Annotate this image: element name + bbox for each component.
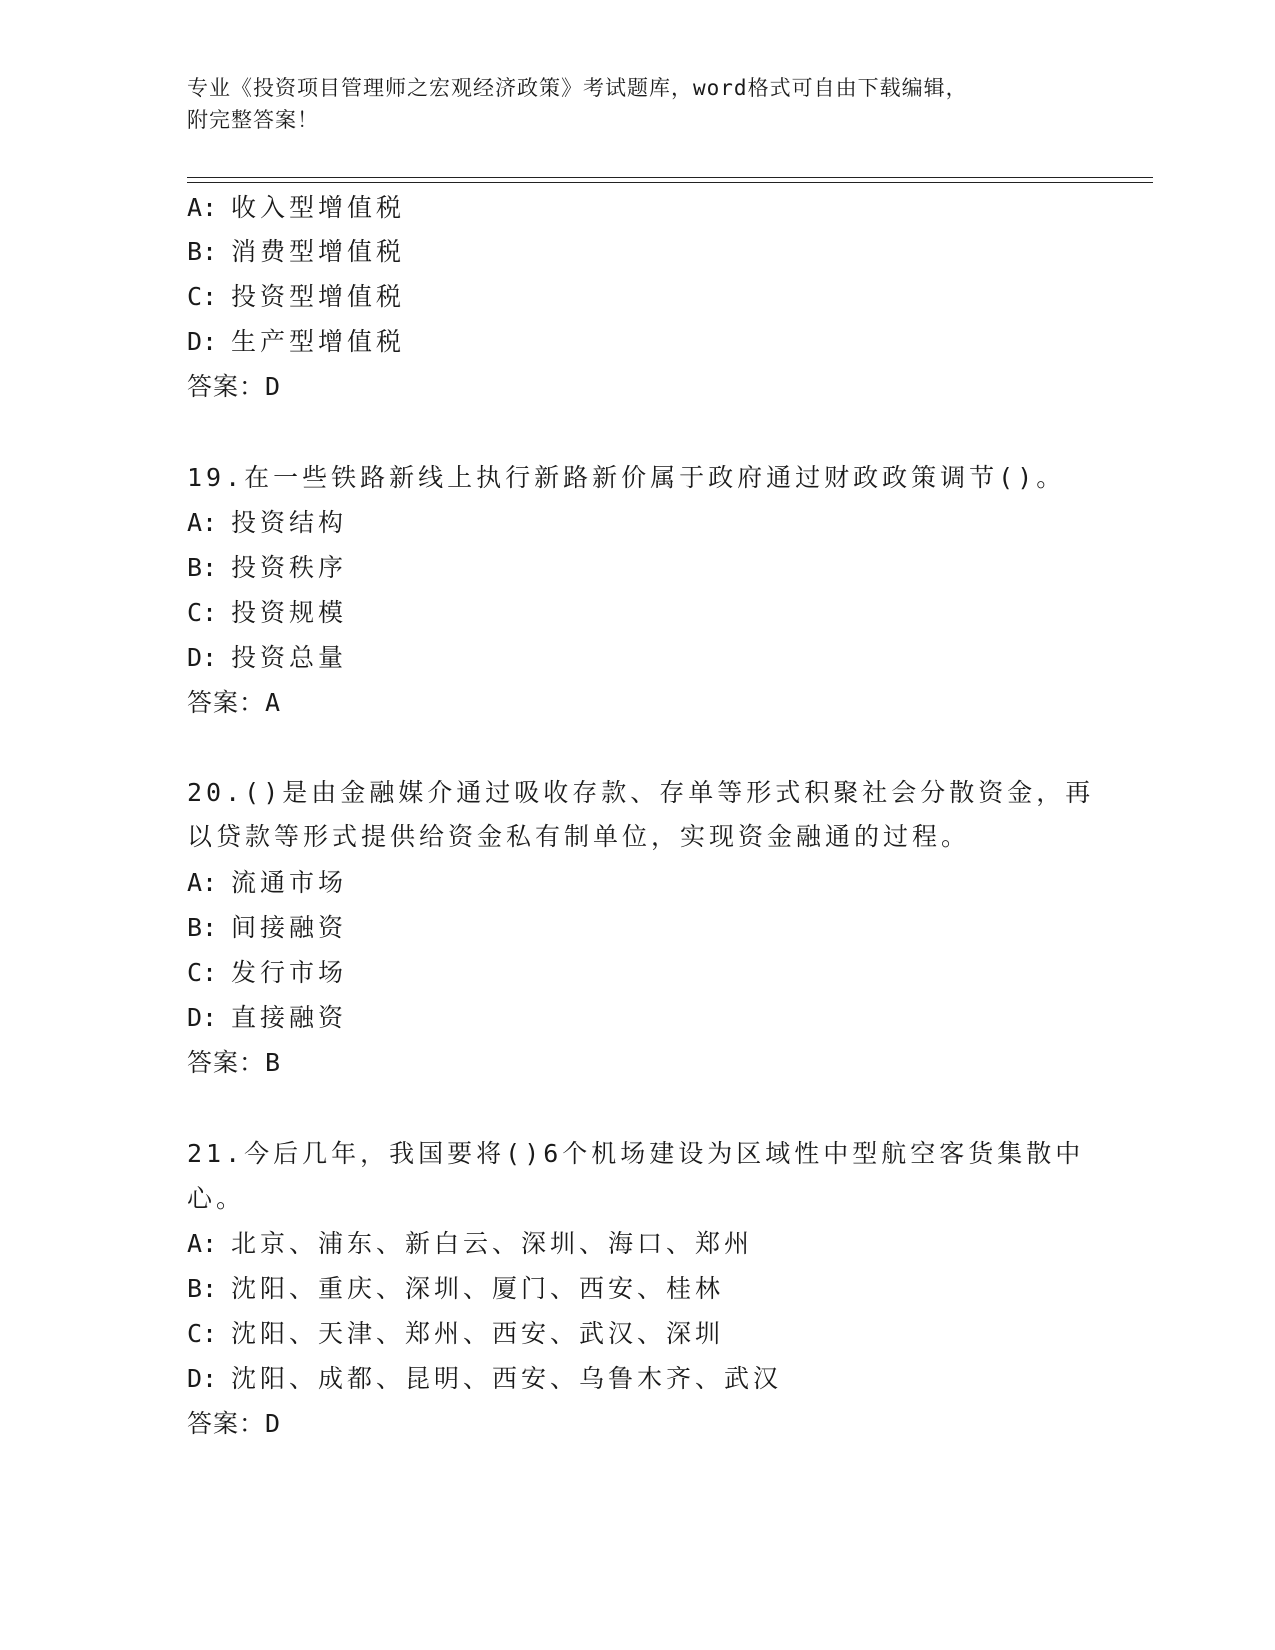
option-b: B: 投资秩序 bbox=[187, 553, 348, 582]
option-a: A: 收入型增值税 bbox=[187, 193, 406, 222]
header-divider-top bbox=[187, 177, 1153, 178]
option-c: C: 沈阳、天津、郑州、西安、武汉、深圳 bbox=[187, 1319, 725, 1348]
question-20-text-line-1: 20.()是由金融媒介通过吸收存款、存单等形式积聚社会分散资金，再 bbox=[187, 778, 1095, 807]
option-b: B: 消费型增值税 bbox=[187, 237, 406, 266]
option-c: C: 投资规模 bbox=[187, 598, 348, 627]
header-line-2: 附完整答案！ bbox=[187, 108, 319, 132]
question-21-text-line-1: 21.今后几年，我国要将()6个机场建设为区域性中型航空客货集散中 bbox=[187, 1139, 1085, 1168]
question-19-text: 19.在一些铁路新线上执行新路新价属于政府通过财政政策调节()。 bbox=[187, 463, 1066, 492]
option-b: B: 间接融资 bbox=[187, 913, 348, 942]
answer: 答案：B bbox=[187, 1048, 282, 1077]
option-a: A: 流通市场 bbox=[187, 868, 348, 897]
question-20-text-line-2: 以贷款等形式提供给资金私有制单位，实现资金融通的过程。 bbox=[187, 822, 971, 851]
answer: 答案：D bbox=[187, 372, 282, 401]
option-d: D: 直接融资 bbox=[187, 1003, 348, 1032]
option-d: D: 投资总量 bbox=[187, 643, 348, 672]
question-21-text-line-2: 心。 bbox=[187, 1184, 246, 1213]
option-b: B: 沈阳、重庆、深圳、厦门、西安、桂林 bbox=[187, 1274, 725, 1303]
option-a: A: 投资结构 bbox=[187, 508, 348, 537]
header-divider-bottom bbox=[187, 182, 1153, 183]
option-d: D: 沈阳、成都、昆明、西安、乌鲁木齐、武汉 bbox=[187, 1364, 783, 1393]
option-c: C: 投资型增值税 bbox=[187, 282, 406, 311]
answer: 答案：A bbox=[187, 688, 282, 717]
option-c: C: 发行市场 bbox=[187, 958, 348, 987]
option-a: A: 北京、浦东、新白云、深圳、海口、郑州 bbox=[187, 1229, 754, 1258]
answer: 答案：D bbox=[187, 1409, 282, 1438]
header-line-1: 专业《投资项目管理师之宏观经济政策》考试题库，word格式可自由下载编辑， bbox=[187, 76, 968, 100]
option-d: D: 生产型增值税 bbox=[187, 327, 406, 356]
document-header bbox=[187, 72, 1067, 136]
